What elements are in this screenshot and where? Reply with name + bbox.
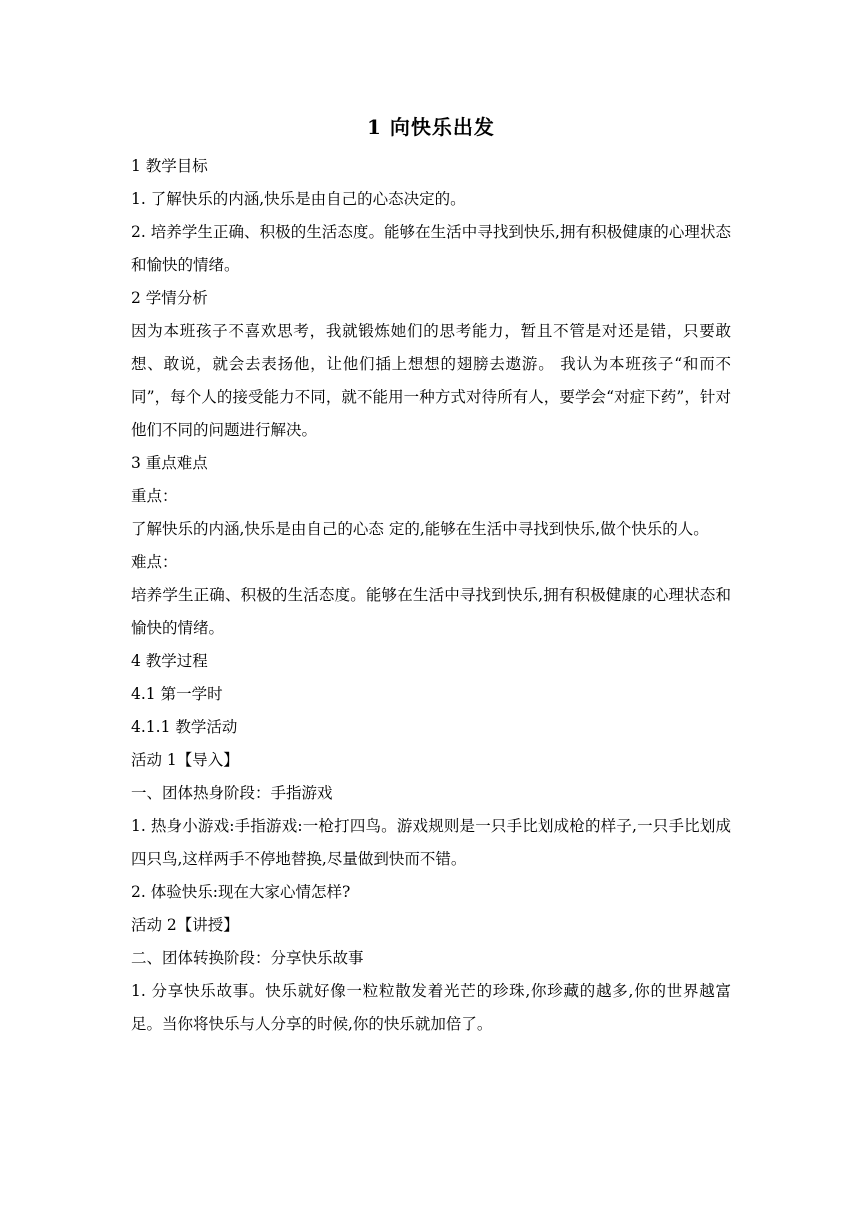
heading-teaching-goals: 1 教学目标 <box>131 157 208 175</box>
goal-item-2: 2. 培养学生正确、积极的生活态度。能够在生活中寻找到快乐,拥有积极健康的心理状态和愉快的情绪。 <box>131 223 731 274</box>
student-analysis-paragraph: 因为本班孩子不喜欢思考，我就锻炼她们的思考能力，暂且不管是对还是错，只要敢想、敢说，就会去表扬他，让他们插上想想的翅膀去遨游。 我认为本班孩子“和而不同”，每个人的接受能力不同，就不能用一种方式对待所有人，要学会“对症下药”，针对他们不同的问题进行解决。 <box>131 322 731 439</box>
activity-2-heading: 活动 2【讲授】 <box>131 916 239 934</box>
section-first-lesson: 4.1 第一学时 <box>131 685 223 703</box>
section-teaching-activities: 4.1.1 教学活动 <box>131 718 238 736</box>
document-page <box>131 112 731 1041</box>
key-point-label: 重点： <box>131 487 178 505</box>
experience-joy-text: 2. 体验快乐:现在大家心情怎样? <box>131 883 351 901</box>
document-title: 1 向快乐出发 <box>367 115 495 139</box>
transition-stage-heading: 二、团体转换阶段：分享快乐故事 <box>131 949 364 967</box>
heading-key-difficult-points: 3 重点难点 <box>131 454 208 472</box>
goal-item-1: 1. 了解快乐的内涵,快乐是由自己的心态决定的。 <box>131 190 466 208</box>
key-point-text: 了解快乐的内涵,快乐是由自己的心态 定的,能够在生活中寻找到快乐,做个快乐的人。 <box>131 520 709 538</box>
difficult-point-text: 培养学生正确、积极的生活态度。能够在生活中寻找到快乐,拥有积极健康的心理状态和愉快的情绪。 <box>131 586 731 637</box>
difficult-point-label: 难点： <box>131 553 178 571</box>
warmup-stage-heading: 一、团体热身阶段：手指游戏 <box>131 784 333 802</box>
warmup-game-text: 1. 热身小游戏:手指游戏:一枪打四鸟。游戏规则是一只手比划成枪的样子,一只手比划成四只鸟,这样两手不停地替换,尽量做到快而不错。 <box>131 817 731 868</box>
activity-1-heading: 活动 1【导入】 <box>131 751 239 769</box>
heading-student-analysis: 2 学情分析 <box>131 289 208 307</box>
heading-teaching-process: 4 教学过程 <box>131 652 208 670</box>
share-stories-text: 1. 分享快乐故事。快乐就好像一粒粒散发着光芒的珍珠,你珍藏的越多,你的世界越富足。当你将快乐与人分享的时候,你的快乐就加倍了。 <box>131 982 731 1033</box>
